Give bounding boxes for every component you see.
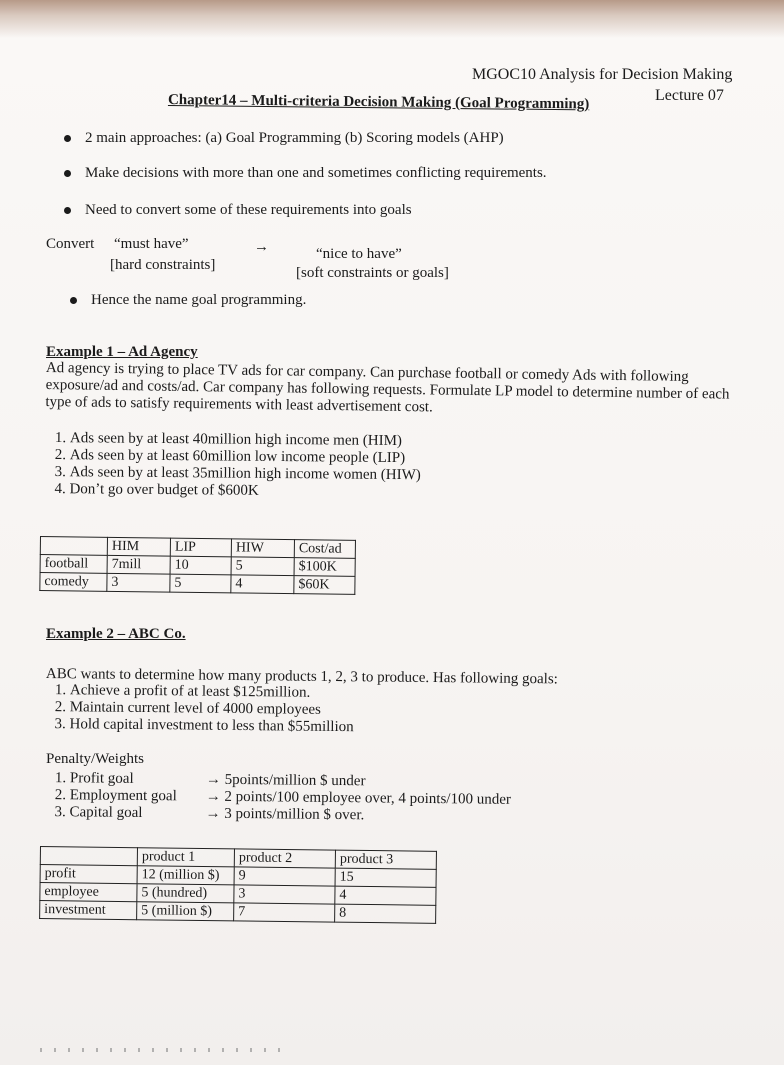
chapter-title: Chapter14 – Multi-criteria Decision Making (Goal Programming) (167, 92, 590, 113)
example2-title: Example 2 – ABC Co. (46, 626, 186, 642)
arrow-icon: → (254, 239, 269, 255)
table-cell: 4 (231, 575, 294, 594)
example1-table (39, 536, 356, 595)
table-cell: LIP (170, 538, 231, 557)
page-edge-shadow (0, 0, 784, 38)
bullet-dot-icon (64, 207, 71, 214)
table-cell: employee (40, 883, 137, 902)
bullet-item: Hence the name goal programming. (70, 292, 306, 309)
page-bottom-marks (40, 1048, 290, 1052)
convert-label: Convert (46, 236, 95, 252)
soft-constraints-text: [soft constraints or goals] (296, 265, 449, 281)
table-row (40, 901, 436, 924)
penalty-label: Penalty/Weights (46, 751, 144, 767)
table-cell (40, 847, 137, 866)
list-item: 1. Profit goal → 5points/million $ under (70, 770, 511, 792)
example1-title: Example 1 – Ad Agency (46, 344, 198, 360)
hard-constraints-text: [hard constraints] (110, 257, 216, 273)
example2-table (39, 846, 437, 924)
list-item: 2. Maintain current level of 4000 employees (70, 699, 354, 719)
example2-intro: ABC wants to determine how many products 1, 2, 3 to produce. Has following goals: (45, 666, 558, 688)
list-item: 2. Employment goal → 2 points/100 employee over, 4 points/100 under (70, 787, 511, 809)
table-cell: 3 (234, 885, 335, 904)
table-cell: 5 (231, 557, 294, 576)
table-cell (40, 537, 107, 556)
table-cell: HIM (107, 537, 170, 556)
table-cell: product 3 (335, 850, 436, 869)
table-cell: football (40, 555, 107, 574)
table-cell: $60K (294, 576, 355, 595)
bullet-item: Make decisions with more than one and sometimes conflicting requirements. (64, 165, 547, 182)
table-cell: 15 (335, 868, 436, 887)
table-cell: comedy (40, 573, 107, 592)
bullet-dot-icon (64, 135, 71, 142)
table-cell: 4 (335, 886, 436, 905)
list-item: 3. Hold capital investment to less than $55million (69, 716, 353, 736)
list-item: 2. Ads seen by at least 60million low income people (LIP) (70, 447, 421, 467)
example1-requirements (47, 430, 421, 501)
table-cell: 12 (million $) (137, 866, 234, 885)
table-cell: Cost/ad (294, 540, 355, 559)
table-cell: 7mill (107, 555, 170, 574)
table-cell: 5 (170, 574, 231, 593)
lecture-number: Lecture 07 (655, 87, 724, 104)
list-item: 1. Ads seen by at least 40million high income men (HIM) (70, 430, 421, 450)
table-cell: 7 (234, 903, 335, 922)
penalty-list (47, 770, 511, 826)
table-cell: 3 (107, 573, 170, 592)
bullet-dot-icon (64, 170, 71, 177)
table-cell: profit (40, 865, 137, 884)
table-cell: 5 (million $) (137, 902, 234, 921)
table-cell: product 2 (234, 849, 335, 868)
table-cell: investment (40, 901, 137, 920)
table-cell: HIW (231, 539, 294, 558)
table-cell: 5 (hundred) (137, 884, 234, 903)
bullet-item: Need to convert some of these requirements into goals (64, 202, 412, 219)
table-row (40, 573, 355, 595)
course-title: MGOC10 Analysis for Decision Making (472, 66, 733, 83)
table-cell: 9 (234, 867, 335, 886)
bullet-item: 2 main approaches: (a) Goal Programming (b) Scoring models (AHP) (64, 130, 504, 147)
bullet-dot-icon (70, 297, 77, 304)
list-item: 3. Ads seen by at least 35million high income women (HIW) (70, 464, 421, 484)
list-item: 1. Achieve a profit of at least $125million. (70, 682, 354, 702)
must-have-text: “must have” (114, 236, 189, 252)
list-item: 3. Capital goal → 3 points/million $ over. (69, 804, 510, 826)
table-cell: $100K (294, 558, 355, 577)
table-cell: 8 (335, 904, 436, 923)
example1-paragraph: Ad agency is trying to place TV ads for car company. Can purchase football or comedy Ads with following exposure/ad and costs/ad. Car company has following requests. Formulate LP model to determine number of each type of ads to satisfy requirements with least advertisement cost. (45, 360, 730, 416)
table-cell: product 1 (137, 848, 234, 867)
list-item: 4. Don’t go over budget of $600K (69, 481, 420, 501)
nice-to-have-text: “nice to have” (316, 246, 402, 262)
table-cell: 10 (170, 556, 231, 575)
example2-goals (47, 682, 354, 736)
